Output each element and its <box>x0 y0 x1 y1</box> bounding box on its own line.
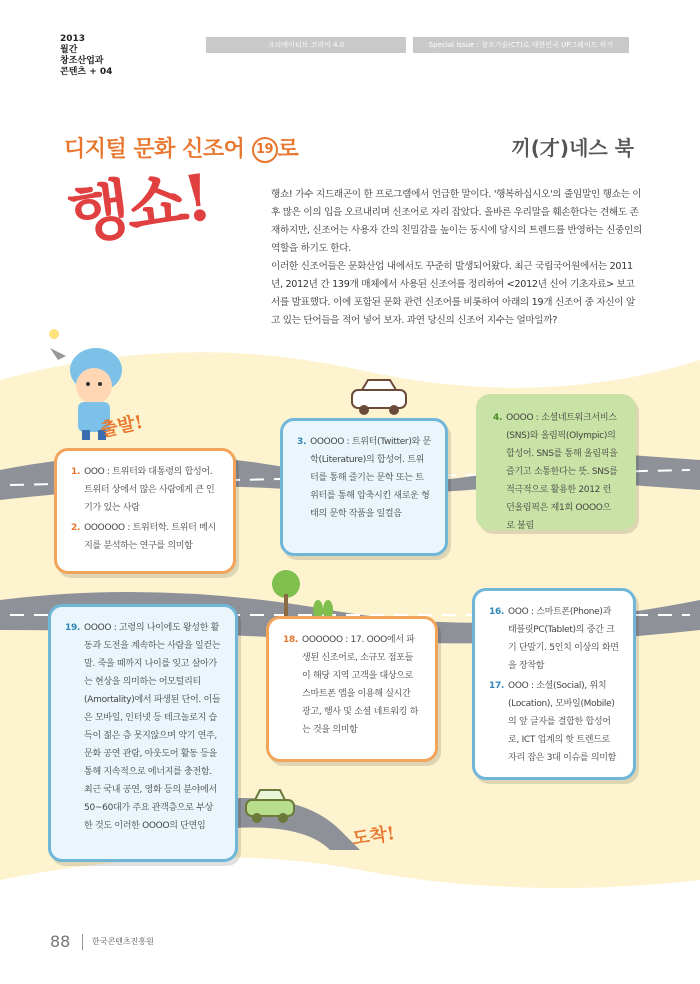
title-circled-number: 19 <box>252 137 278 163</box>
word-box-19 <box>48 604 238 862</box>
item-text: OOOOOO : 트위터학. 트위터 메시지를 분석하는 연구를 의미함 <box>84 523 216 551</box>
finish-stamp: 도착! <box>350 823 397 850</box>
item-number: 2. <box>71 523 81 533</box>
start-stamp: 출발! <box>98 411 145 442</box>
item-text: OOOO : 소셜네트워크서비스(SNS)와 올림픽(Olympic)의 합성어. SNS를 통해 올림픽을 즐기고 소통한다는 뜻. SNS를 적극적으로 활용한 2012 런던올림픽은 제1회 OOOO으로 불림 <box>506 413 618 531</box>
word-item <box>283 631 421 739</box>
item-text: OOOOOO : 17. OOO에서 파생된 신조어로, 소규모 점포들이 해당 지역 고객을 대상으로 스마트폰 앱을 이용해 실시간 광고, 행사 및 소셜 네트워킹 하는 것을 의미함 <box>302 635 419 735</box>
word-item <box>65 619 221 835</box>
word-item <box>71 519 219 555</box>
item-number: 1. <box>71 467 81 477</box>
item-number: 17. <box>489 681 505 691</box>
item-text: OOO : 트위터와 대통령의 합성어. 트위터 상에서 많은 사람에게 큰 인기가 있는 사람 <box>84 467 215 513</box>
item-number: 16. <box>489 607 505 617</box>
page-subtitle: 끼(才)네스 북 <box>511 136 634 160</box>
headline-word: 행쇼! <box>63 160 213 255</box>
item-number: 4. <box>493 413 503 423</box>
word-item <box>71 463 219 517</box>
item-number: 18. <box>283 635 299 645</box>
item-text: OOOOO : 트위터(Twitter)와 문학(Literature)의 합성어. 트위터를 통해 즐기는 문학 또는 트위터를 통해 압축시킨 새로운 형태의 문학 작품을 일컬음 <box>310 437 431 519</box>
intro-text <box>271 186 643 330</box>
word-box-3 <box>280 418 448 556</box>
item-text: OOO : 소셜(Social), 위치(Location), 모바일(Mobile)의 앞 글자를 결합한 합성어로, ICT 업계의 핫 트렌드로 자리 잡은 3대 이슈를 의미함 <box>508 681 617 763</box>
title-suffix: 로 <box>277 137 299 162</box>
footer-divider <box>82 934 83 950</box>
item-number: 3. <box>297 437 307 447</box>
word-box-4 <box>476 394 636 530</box>
page-number: 88 <box>50 932 71 951</box>
intro-paragraph: 행쇼! 가수 지드래곤이 한 프로그램에서 언급한 말이다. '행복하십시오'의 줄임말인 행쇼는 이후 많은 이의 입을 오르내리며 신조어로 자리 잡았다. 올바른 우리말을 훼손한다는 견해도 존재하지만, 신조어는 사용자 간의 친밀감을 높이는 동시에 당시의 트렌드를 반영하는 신중인의 역할을 하기도 한다. <box>271 189 643 254</box>
intro-paragraph: 이러한 신조어들은 문화산업 내에서도 꾸준히 발생되어왔다. 최근 국립국어원에서는 2011년, 2012년 간 139개 매체에서 사용된 신조어를 정리하여 <2012년 신어 기초자료> 보고서를 발표했다. 이에 포함된 문화 관련 신조어를 비롯하여 아래의 19개 신조어 중 자신이 알고 있는 단어들을 적어 넣어 보자. 과연 당신의 신조어 지수는 얼마일까? <box>271 261 635 326</box>
item-text: OOO : 스마트폰(Phone)과 태블릿PC(Tablet)의 중간 크기 단말기. 5인치 이상의 화면을 장착함 <box>508 607 619 671</box>
item-number: 19. <box>65 623 81 633</box>
section-bar-right: Special Issue : 창조기술(CT)로 대한민국 UP그레이드 하기 <box>413 37 629 53</box>
title-prefix: 디지털 문화 신조어 <box>64 137 245 162</box>
magazine-name-1: 월간 <box>60 45 78 55</box>
item-text: OOOO : 고령의 나이에도 왕성한 활동과 도전을 계속하는 사람을 일컫는 말. 죽을 때까지 나이를 잊고 살아가는 현상을 의미하는 어모털리티(Amortality)에서 파생된 단어. 이들은 모바일, 인터넷 등 테크놀로지 습득이 젊은 층 못지않으며 약기 연주, 문화 공연 관람, 아웃도어 활동 등을 통해 지속적으로 에너지를 충전함. 최근 국내 공연, 영화 등의 분야에서 50~60대가 주요 관객층으로 부상한 것도 이러한 OOOO의 단면임 <box>84 623 221 831</box>
magazine-name-3: 콘텐츠 + 04 <box>60 67 113 77</box>
word-item <box>489 603 619 675</box>
word-box-18 <box>266 616 438 762</box>
word-box-16-17 <box>472 588 636 780</box>
word-item <box>493 409 619 535</box>
publisher-name: 한국콘텐츠진흥원 <box>92 937 154 946</box>
magazine-label <box>60 34 112 78</box>
word-item <box>297 433 431 523</box>
issue-year: 2013 <box>60 34 86 44</box>
word-box-1-2 <box>54 448 236 574</box>
magazine-name-2: 창조산업과 <box>60 56 104 66</box>
section-bar-left: 크리에이티브 코리아 4.0 <box>206 37 406 53</box>
word-item <box>489 677 619 767</box>
